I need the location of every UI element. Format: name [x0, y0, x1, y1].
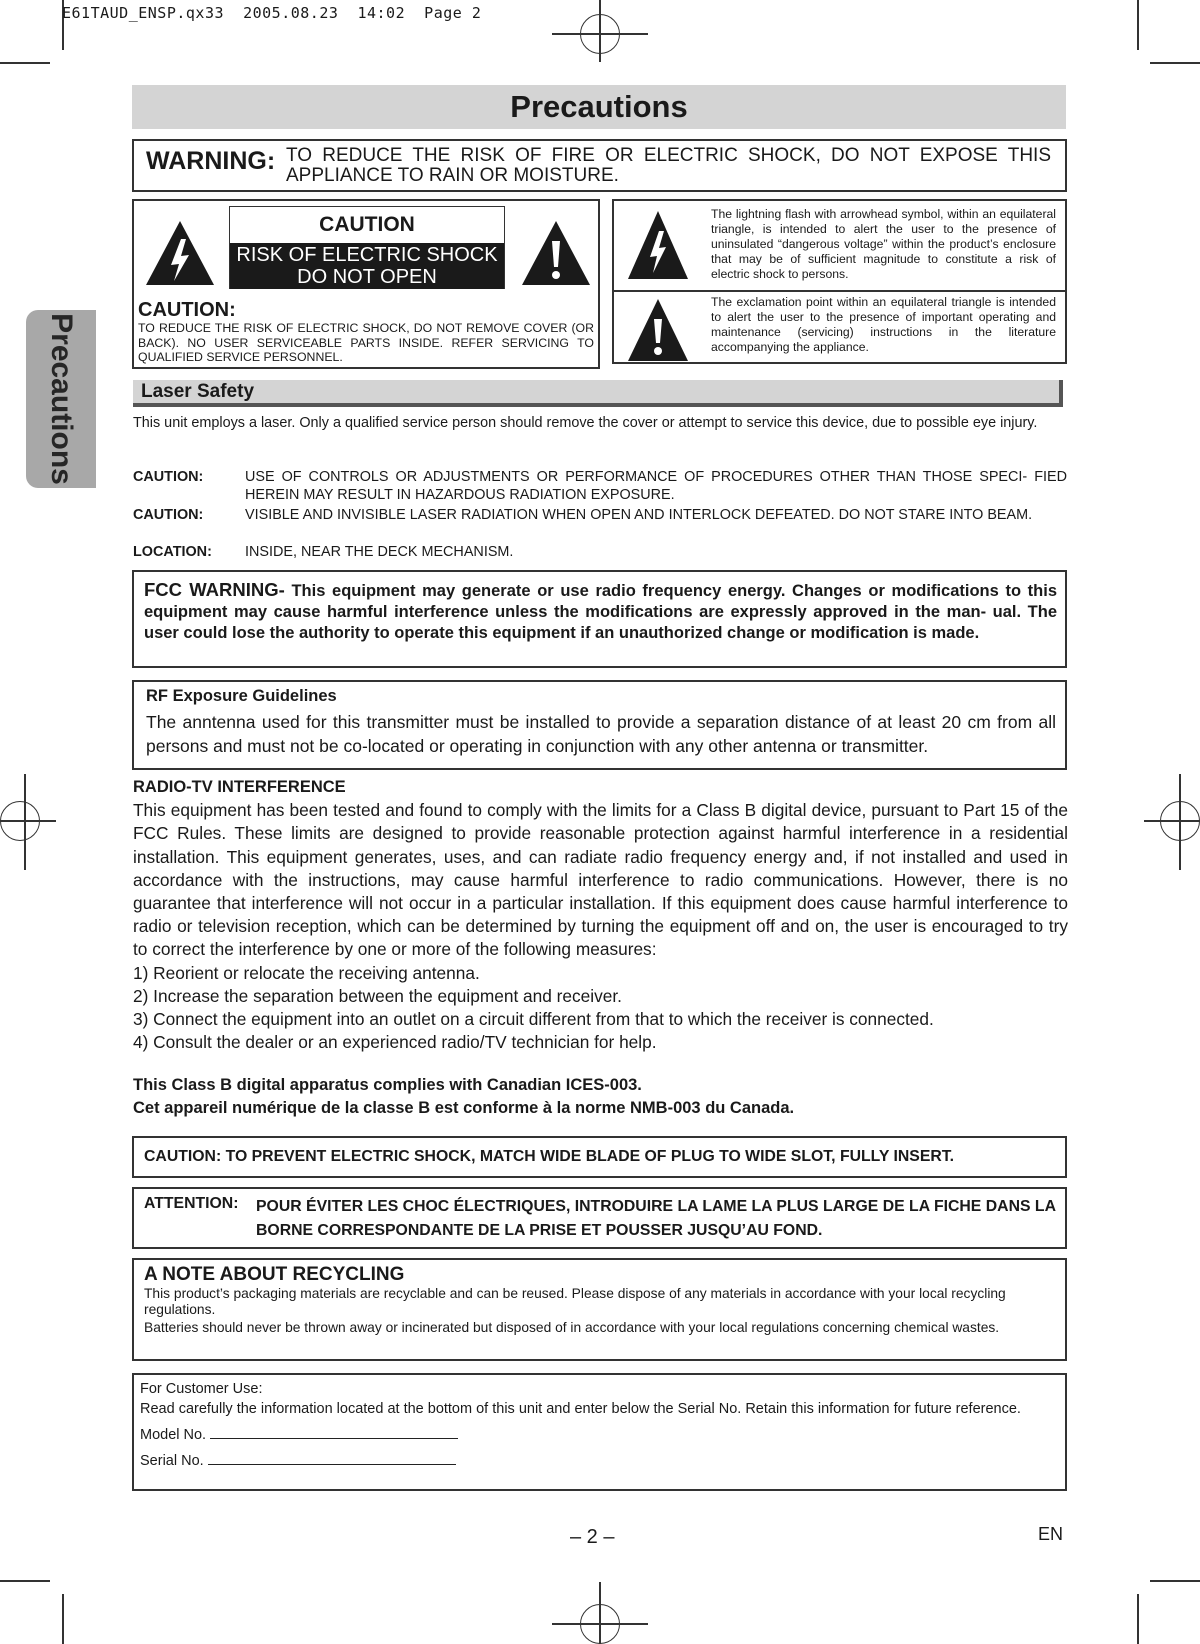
crop-mark	[1150, 62, 1200, 64]
laser-row-label: LOCATION:	[133, 544, 212, 560]
serial-no-blank	[208, 1449, 456, 1465]
side-tab-label: Precautions	[45, 313, 78, 485]
fcc-warning-box	[132, 570, 1067, 668]
laser-row-text: USE OF CONTROLS OR ADJUSTMENTS OR PERFORMANCE OF PROCEDURES OTHER THAN THOSE SPECI- FIED HEREIN MAY RESULT IN HAZARDOUS RADIATION EXPOSURE.	[245, 469, 1067, 503]
page-number: – 2 –	[570, 1526, 615, 1548]
fcc-warning-label: FCC WARNING-	[144, 579, 285, 600]
customer-use-heading: For Customer Use:	[140, 1381, 263, 1397]
radio-tv-title: RADIO-TV INTERFERENCE	[133, 778, 346, 796]
laser-row-label: CAUTION:	[133, 469, 204, 485]
customer-use-body	[140, 1379, 1060, 1471]
side-tab	[26, 310, 96, 488]
laser-safety-header	[133, 380, 1063, 407]
caution-heading: CAUTION:	[138, 299, 236, 321]
rf-exposure-title: RF Exposure Guidelines	[146, 687, 337, 705]
measure-item: 1) Reorient or relocate the receiving antenna.	[133, 962, 480, 983]
customer-use-text: Read carefully the information located at the bottom of this unit and enter below the Serial No. Retain this information for future reference.	[140, 1401, 1021, 1417]
rf-exposure-box	[132, 680, 1067, 770]
laser-intro: This unit employs a laser. Only a qualified service person should remove the cover or attempt to service this device, due to possible eye injury.	[133, 415, 1038, 431]
radio-tv-section	[133, 776, 1068, 1054]
caution-label	[229, 206, 505, 289]
attention-box	[132, 1187, 1067, 1249]
attention-label: ATTENTION:	[144, 1195, 239, 1212]
recycling-body	[144, 1286, 1059, 1338]
serial-no-field	[140, 1449, 1060, 1471]
language-code: EN	[1038, 1524, 1064, 1544]
laser-row-text: VISIBLE AND INVISIBLE LASER RADIATION WHEN OPEN AND INTERLOCK DEFEATED. DO NOT STARE INTO BEAM.	[245, 507, 1033, 523]
recycling-title: A NOTE ABOUT RECYCLING	[144, 1264, 405, 1285]
print-header: E61TAUD_ENSP.qx33 2005.08.23 14:02 Page 2	[62, 4, 482, 22]
laser-row-text: INSIDE, NEAR THE DECK MECHANISM.	[245, 544, 514, 560]
crop-mark	[0, 62, 50, 64]
measure-item: 2) Increase the separation between the equipment and receiver.	[133, 985, 622, 1006]
crop-mark	[1137, 0, 1139, 50]
caution-panel	[132, 199, 600, 369]
caution-label-warning	[230, 243, 504, 289]
caution-label-line: DO NOT OPEN	[297, 266, 437, 288]
lightning-triangle-icon	[144, 219, 216, 287]
exclamation-triangle-icon	[520, 219, 592, 287]
model-no-label: Model No.	[140, 1427, 207, 1443]
caution-body: TO REDUCE THE RISK OF ELECTRIC SHOCK, DO NOT REMOVE COVER (OR BACK). NO USER SERVICEABLE PARTS INSIDE. REFER SERVICING TO QUALIFIED SERVICE PERSONNEL.	[138, 321, 594, 364]
exclamation-symbol-description: The exclamation point within an equilateral triangle is intended to alert the user to the presence of important operating and maintenance (servicing) instructions in the literature accompanying the appliance.	[711, 295, 1056, 354]
recycling-paragraph: This product’s packaging materials are recyclable and can be reused. Please dispose of any materials in accordance with your local recycling regulations.	[144, 1286, 1006, 1317]
serial-no-label: Serial No.	[140, 1453, 204, 1469]
warning-text: TO REDUCE THE RISK OF FIRE OR ELECTRIC SHOCK, DO NOT EXPOSE THIS APPLIANCE TO RAIN OR MOISTURE.	[286, 145, 1051, 186]
recycling-paragraph: Batteries should never be thrown away or incinerated but disposed of in accordance with your local regulations concerning chemical wastes.	[144, 1320, 1000, 1335]
crop-mark	[62, 1594, 64, 1644]
rf-exposure-body: The anntenna used for this transmitter must be installed to provide a separation distance of at least 20 cm from all persons and must not be co-located or operating in conjunction with any other antenna or transmitter.	[146, 712, 1056, 756]
divider	[614, 290, 1065, 292]
crop-mark	[1137, 1594, 1139, 1644]
ices-compliance	[133, 1074, 794, 1120]
fcc-warning	[144, 579, 1057, 644]
exclamation-triangle-icon	[626, 297, 690, 363]
lightning-triangle-icon	[626, 209, 690, 281]
crop-mark	[1150, 1580, 1200, 1582]
crop-mark	[0, 1580, 50, 1582]
measure-item: 4) Consult the dealer or an experienced radio/TV technician for help.	[133, 1032, 657, 1053]
recycling-box	[132, 1258, 1067, 1361]
attention-text: POUR ÉVITER LES CHOC ÉLECTRIQUES, INTRODUIRE LA LAME LA PLUS LARGE DE LA FICHE DANS LA BORNE CORRESPONDANTE DE LA PRISE ET POUSSER JUSQU’AU FOND.	[256, 1198, 1056, 1239]
warning-label: WARNING:	[146, 147, 276, 175]
caution-label-line: RISK OF ELECTRIC SHOCK	[236, 244, 498, 266]
radio-tv-body: This equipment has been tested and found to comply with the limits for a Class B digital device, pursuant to Part 15 of the FCC Rules. These limits are designed to provide reasonable protection against harmful interference in a residential installation. This equipment generates, uses, and can radiate radio frequency energy and, if not installed and used in accordance with the instructions, may cause harmful interference to radio communications. However, there is no guarantee that interference will not occur in a particular installation. If this equipment does cause harmful interference to radio or television reception, which can be determined by turning the equipment off and on, the user is encouraged to try to correct the interference by one or more of the following measures:	[133, 800, 1068, 960]
measure-item: 3) Connect the equipment into an outlet on a circuit different from that to which the receiver is connected.	[133, 1009, 934, 1030]
symbols-panel	[612, 199, 1067, 364]
ices-english: This Class B digital apparatus complies with Canadian ICES-003.	[133, 1076, 642, 1094]
plug-caution-text: CAUTION: TO PREVENT ELECTRIC SHOCK, MATCH WIDE BLADE OF PLUG TO WIDE SLOT, FULLY INSERT.	[144, 1148, 955, 1165]
model-no-blank	[210, 1423, 458, 1439]
page-title-bar	[132, 85, 1066, 129]
ices-french: Cet appareil numérique de la classe B est conforme à la norme NMB-003 du Canada.	[133, 1099, 795, 1117]
plug-caution-box	[132, 1136, 1067, 1178]
warning-box	[132, 139, 1067, 192]
model-no-field	[140, 1423, 1060, 1445]
fcc-warning-text: This equipment may generate or use radio frequency energy. Changes or modifications to this equipment may cause harmful interference unless the modifications are expressly approved in the man- ual. The user could lose the authority to operate this equipment if an unauthorized change or modification is made.	[144, 582, 1058, 642]
caution-label-title: CAUTION	[319, 213, 415, 236]
laser-row-label: CAUTION:	[133, 507, 204, 523]
laser-safety-title: Laser Safety	[141, 381, 255, 402]
page-title: Precautions	[510, 89, 688, 124]
lightning-symbol-description: The lightning flash with arrowhead symbol, within an equilateral triangle, is intended to alert the user to the presence of uninsulated “dangerous voltage” within the product’s enclosure that may be of sufficient magnitude to constitute a risk of electric shock to persons.	[711, 207, 1056, 281]
customer-use-box	[132, 1373, 1067, 1491]
